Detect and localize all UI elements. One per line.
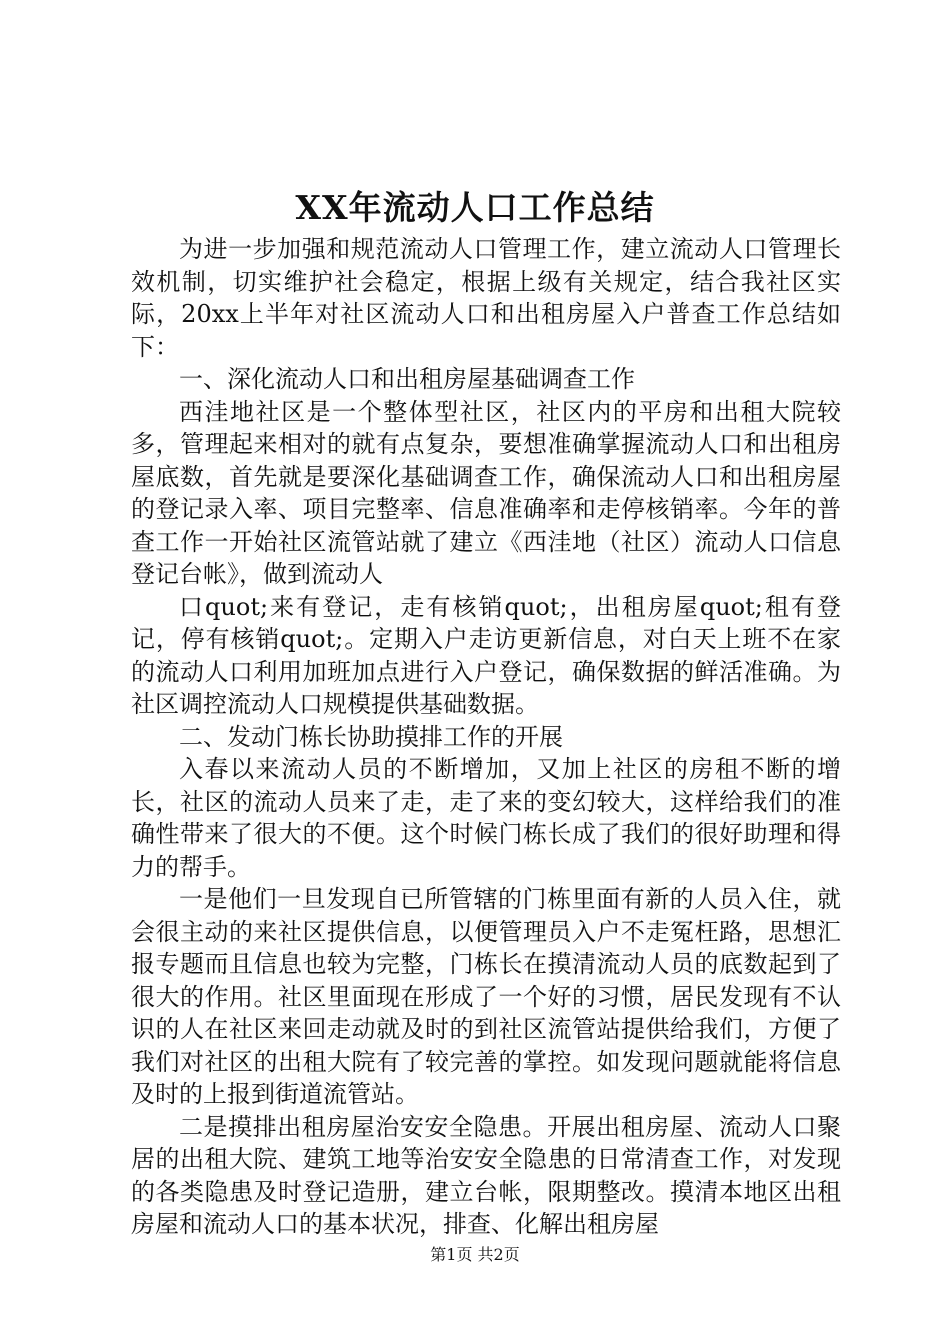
paragraph: 二是摸排出租房屋治安安全隐患。开展出租房屋、流动人口聚居的出租大院、建筑工地等治安安全隐患的日常清查工作，对发现的各类隐患及时登记造册，建立台帐，限期整改。摸清本地区出租房屋和流动人口的基本状况，排查、化解出租房屋 bbox=[131, 1112, 841, 1238]
document-title: XX年流动人口工作总结 bbox=[295, 188, 655, 227]
section-heading-2: 二、发动门栋长协助摸排工作的开展 bbox=[179, 722, 563, 751]
section-heading-1: 一、深化流动人口和出租房屋基础调查工作 bbox=[179, 365, 635, 393]
document-body bbox=[131, 233, 841, 1241]
paragraph: 口quot;来有登记，走有核销quot;，出租房屋quot;租有登记，停有核销quot;。定期入户走访更新信息，对白天上班不在家的流动人口利用加班加点进行入户登记，确保数据的鲜活准确。为社区调控流动人口规模提供基础数据。 bbox=[131, 592, 841, 718]
paragraph: 西洼地社区是一个整体型社区，社区内的平房和出租大院较多，管理起来相对的就有点复杂，要想准确掌握流动人口和出租房屋底数，首先就是要深化基础调查工作，确保流动人口和出租房屋的登记录入率、项目完整率、信息准确率和走停核销率。今年的普查工作一开始社区流管站就了建立《西洼地（社区）流动人口信息登记台帐》，做到流动人 bbox=[131, 397, 841, 588]
paragraph-intro: 为进一步加强和规范流动人口管理工作，建立流动人口管理长效机制，切实维护社会稳定，根据上级有关规定，结合我社区实际，20xx上半年对社区流动人口和出租房屋入户普查工作总结如下： bbox=[131, 235, 841, 361]
paragraph: 入春以来流动人员的不断增加，又加上社区的房租不断的增长，社区的流动人员来了走，走了来的变幻较大，这样给我们的准确性带来了很大的不便。这个时候门栋长成了我们的很好助理和得力的帮手。 bbox=[131, 755, 841, 881]
paragraph: 一是他们一旦发现自已所管辖的门栋里面有新的人员入住，就会很主动的来社区提供信息，以便管理员入户不走冤枉路，思想汇报专题而且信息也较为完整，门栋长在摸清流动人员的底数起到了很大的作用。社区里面现在形成了一个好的习惯，居民发现有不认识的人在社区来回走动就及时的到社区流管站提供给我们，方便了我们对社区的出租大院有了较完善的掌控。如发现问题就能将信息及时的上报到街道流管站。 bbox=[131, 885, 841, 1108]
page-footer: 第1页 共2页 bbox=[430, 1245, 520, 1264]
